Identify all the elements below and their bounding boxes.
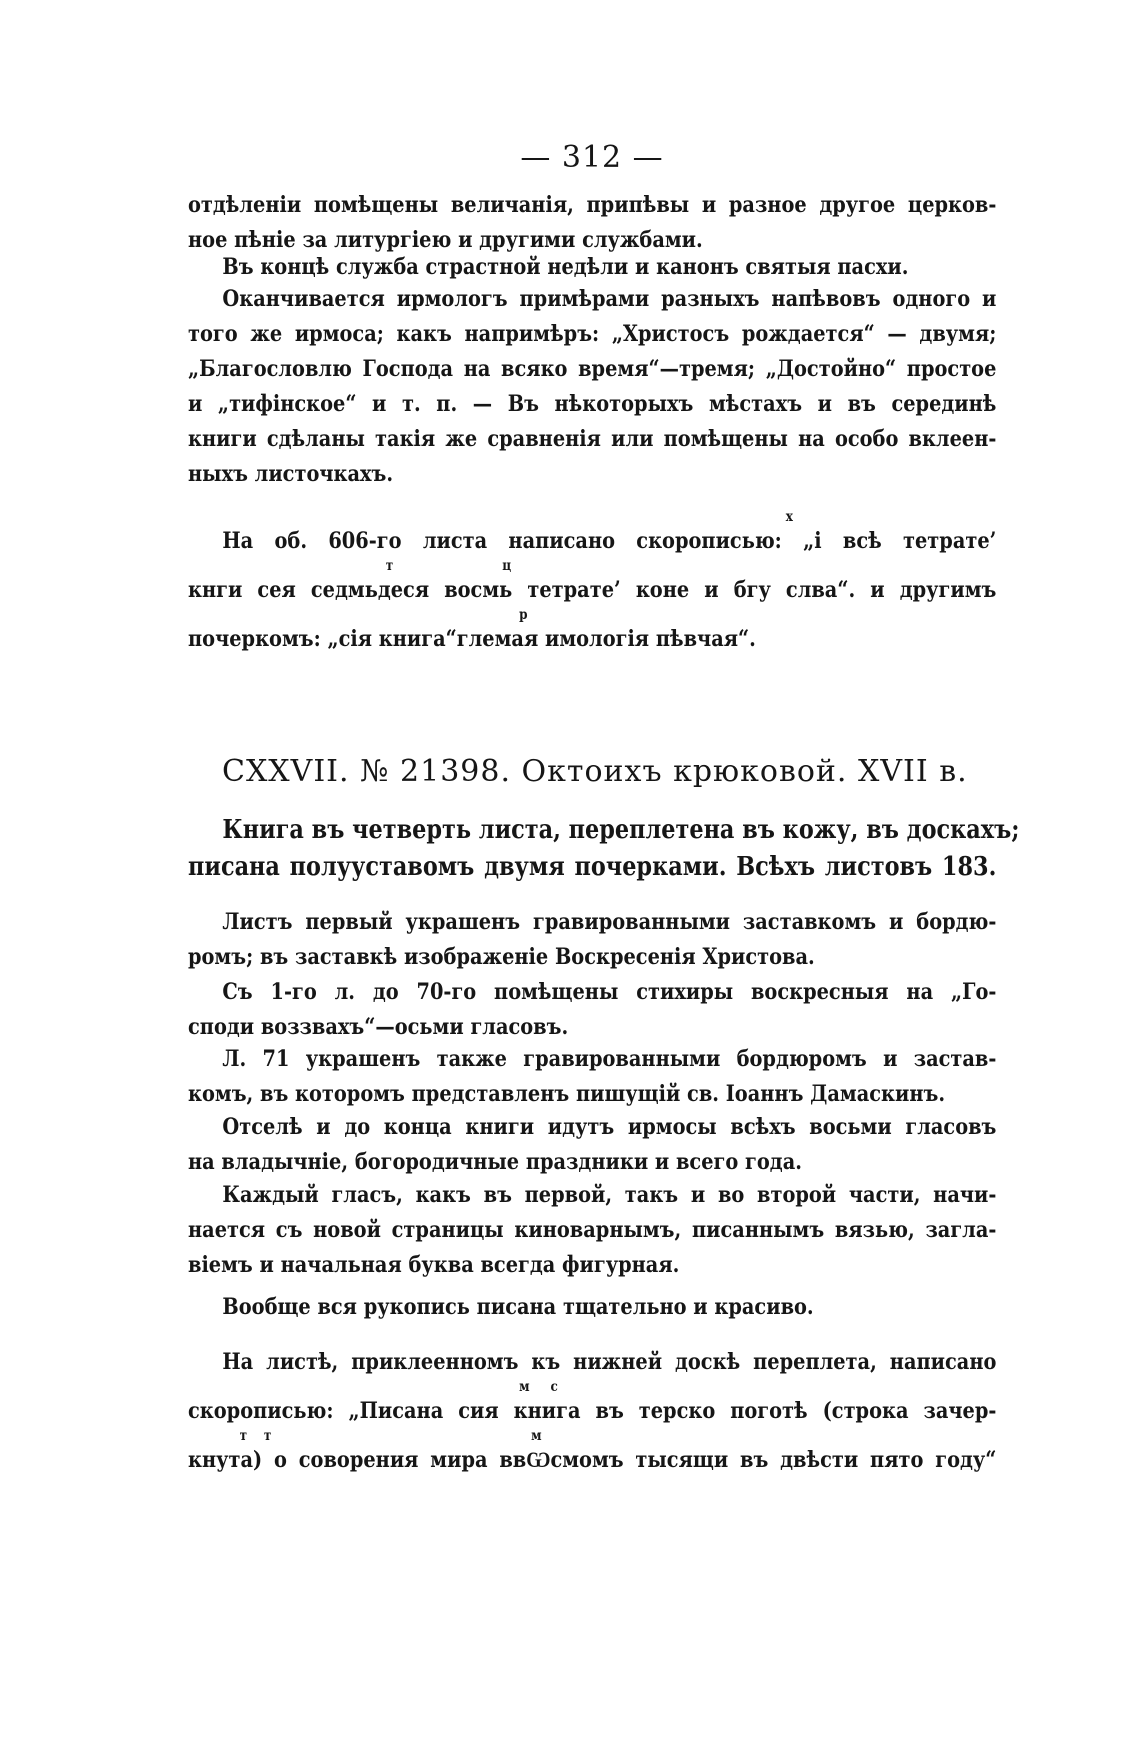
text-line: На об. 606-го листа написано скорописью: „і всѣ тетрате’ bbox=[222, 528, 997, 554]
text-line: нается съ новой страницы киноварнымъ, писаннымъ вязью, загла- bbox=[188, 1217, 997, 1243]
superscript-letters: р bbox=[519, 607, 528, 623]
paragraph-inscription bbox=[188, 510, 996, 657]
text-line: отдѣленіи помѣщены величанія, припѣвы и разное другое церков- bbox=[188, 192, 997, 218]
text-line: Отселѣ и до конца книги идутъ ирмосы всѣхъ восьми гласовъ bbox=[222, 1114, 997, 1140]
text-line: Оканчивается ирмологъ примѣрами разныхъ напѣвовъ одного и bbox=[222, 286, 997, 312]
text-line: писана полууставомъ двумя почерками. Всѣхъ листовъ 183. bbox=[188, 852, 997, 882]
text-line: віемъ и начальная буква всегда фигурная. bbox=[188, 1252, 680, 1278]
text-line: На листѣ, приклеенномъ къ нижней доскѣ переплета, написано bbox=[222, 1349, 997, 1375]
text-line: Л. 71 украшенъ также гравированными бордюромъ и застав- bbox=[222, 1046, 997, 1072]
text-line: ное пѣніе за литургіею и другими службами. bbox=[188, 227, 703, 253]
text-line: комъ, въ которомъ представленъ пишущій св. Іоаннъ Дамаскинъ. bbox=[188, 1081, 946, 1107]
superscript-letters: т ц bbox=[385, 558, 512, 574]
text-line: Въ концѣ служба страстной недѣли и канонъ святыя пасхи. bbox=[222, 254, 909, 280]
paragraph-general bbox=[188, 1290, 996, 1325]
text-line: Вообще вся рукопись писана тщательно и красиво. bbox=[222, 1294, 814, 1320]
manuscript-heading: CXXVII. № 21398. Октоихъ крюковой. XVII в. bbox=[222, 754, 968, 789]
text-line: на владычніе, богородичные праздники и всего года. bbox=[188, 1149, 802, 1175]
text-line: кнута) о соворения мира ввѠсмомъ тысящи въ двѣсти пято году“ bbox=[188, 1447, 997, 1473]
superscript-letters: т т м bbox=[239, 1428, 542, 1444]
text-line: книги сдѣланы такія же сравненія или помѣщены на особо вклеен- bbox=[188, 426, 997, 452]
text-line: Каждый гласъ, какъ въ первой, такъ и во второй части, начи- bbox=[222, 1182, 997, 1208]
text-line: Книга въ четверть листа, переплетена въ кожу, въ доскахъ; bbox=[222, 815, 1020, 845]
paragraph-pasted-leaf bbox=[188, 1345, 996, 1478]
paragraph-leaf-71 bbox=[188, 1042, 996, 1112]
text-line: споди воззвахъ“—осьми гласовъ. bbox=[188, 1014, 569, 1040]
paragraph-irmoi bbox=[188, 1110, 996, 1180]
text-line: ныхъ листочкахъ. bbox=[188, 461, 394, 487]
paragraph-irmologion-end bbox=[188, 282, 996, 492]
paragraph-each-tone bbox=[188, 1178, 996, 1283]
text-line: Листъ первый украшенъ гравированными заставкомъ и бордю- bbox=[222, 909, 997, 935]
paragraph-end-service bbox=[188, 250, 996, 285]
page-number: — 312 — bbox=[520, 140, 664, 175]
text-line: кнги сея седмьдеся восмь тетрате’ коне и бгу слва“. и другимъ bbox=[188, 577, 997, 603]
superscript-letters: х bbox=[785, 509, 793, 525]
text-line: почеркомъ: „сія книга“глемая имологія пѣвчая“. bbox=[188, 626, 756, 652]
text-line: и „тифінское“ и т. п. — Въ нѣкоторыхъ мѣстахъ и въ серединѣ bbox=[188, 391, 997, 417]
text-line: скорописью: „Писана сия книга въ терско поготѣ (строка зачер- bbox=[188, 1398, 997, 1424]
manuscript-description bbox=[188, 812, 1020, 886]
paragraph-stichera bbox=[188, 975, 996, 1045]
text-line: Съ 1-го л. до 70-го помѣщены стихиры воскресныя на „Го- bbox=[222, 979, 997, 1005]
paragraph-first-leaf bbox=[188, 905, 996, 975]
text-line: ромъ; въ заставкѣ изображеніе Воскресенія Христова. bbox=[188, 944, 815, 970]
text-line: „Благословлю Господа на всяко время“—тремя; „Достойно“ простое bbox=[188, 356, 997, 382]
text-line: того же ирмоса; какъ напримѣръ: „Христосъ рождается“ — двумя; bbox=[188, 321, 997, 347]
superscript-letters: м с bbox=[519, 1379, 558, 1395]
paragraph-continuation bbox=[188, 188, 996, 258]
